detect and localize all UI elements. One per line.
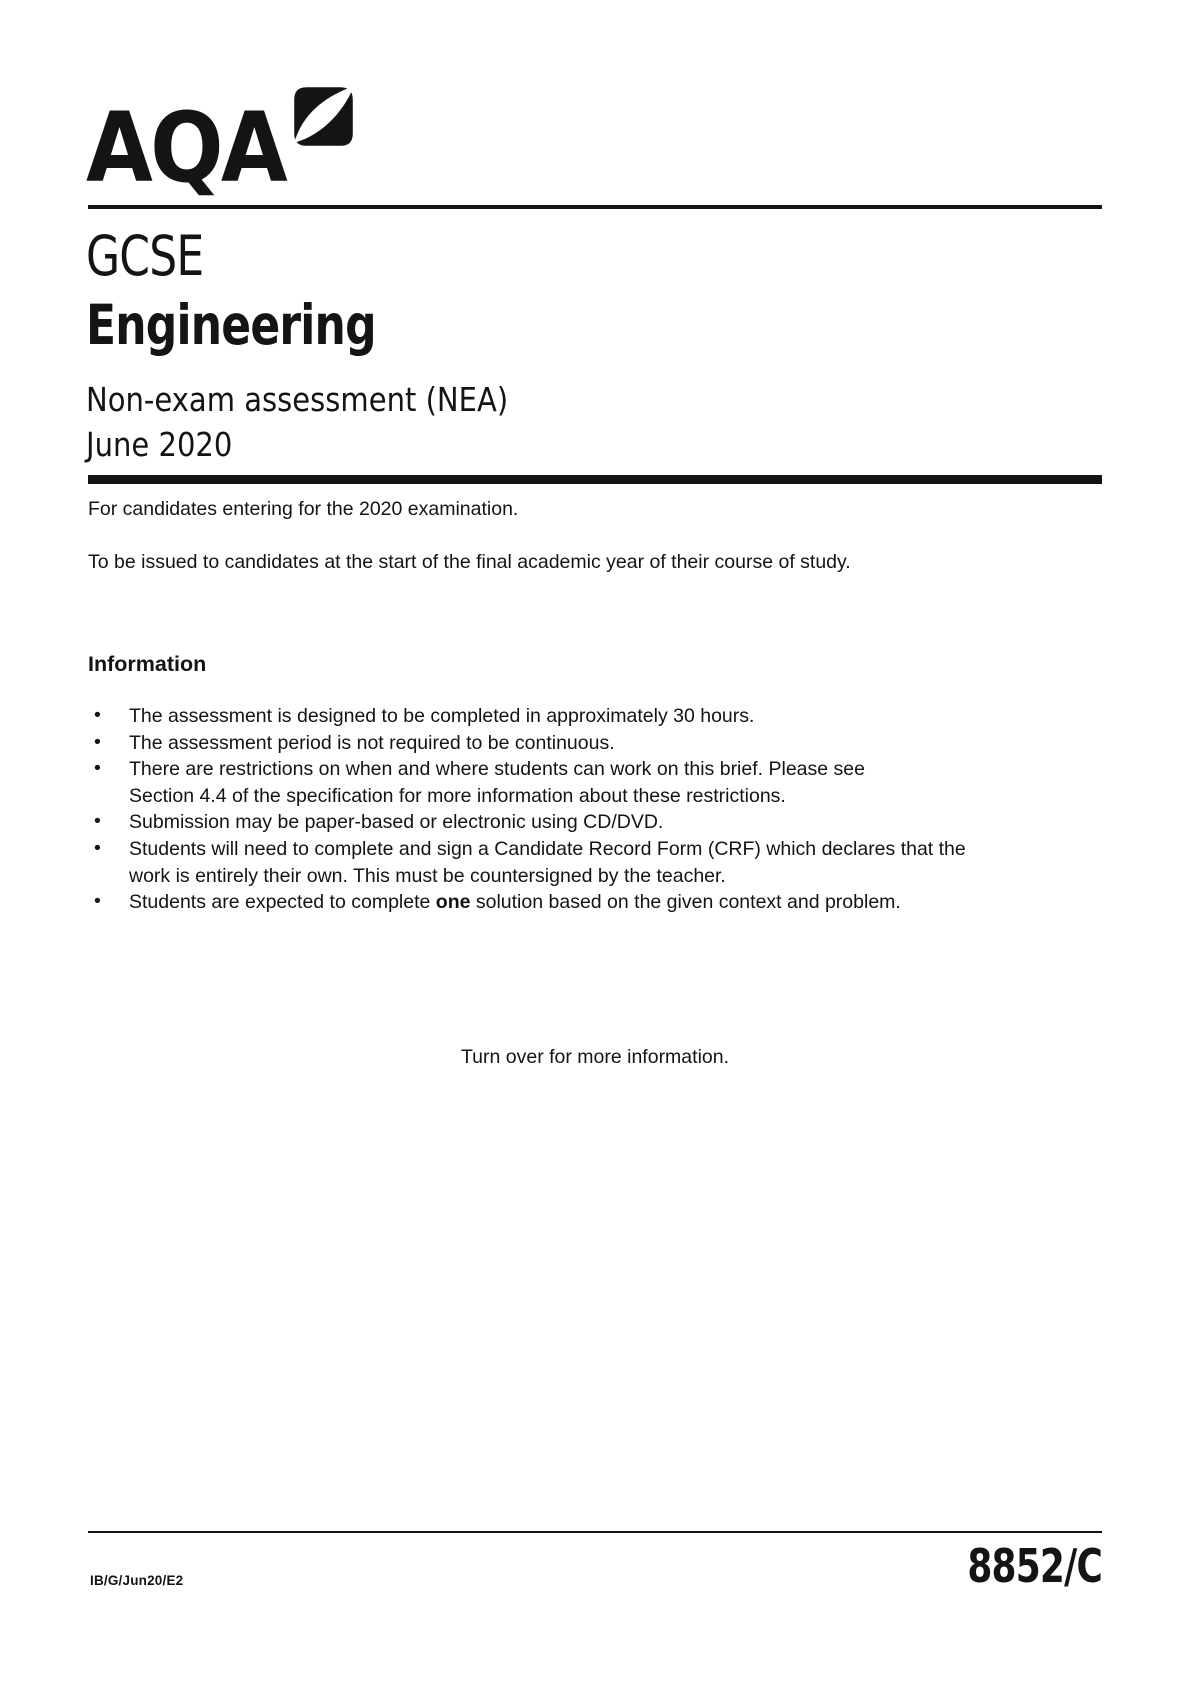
bullet-text: Submission may be paper-based or electronic using CD/DVD.: [129, 811, 664, 834]
paper-code: 8852/C: [967, 1539, 1102, 1593]
bullet-continuation-line: [88, 783, 1088, 810]
bullet-text: work is entirely their own. This must be countersigned by the teacher.: [129, 864, 726, 887]
subject-title: Engineering: [86, 293, 376, 357]
bullet-icon: •: [94, 730, 101, 753]
bullet-item-crf: [88, 836, 1088, 863]
candidates-note: For candidates entering for the 2020 examination.: [88, 498, 519, 520]
bullet-item-submission: [88, 809, 1088, 836]
bullet-text: The assessment is designed to be completed in approximately 30 hours.: [129, 705, 755, 727]
bullet-icon: •: [94, 757, 101, 780]
bullet-text-emphasis: one: [435, 891, 471, 914]
information-list: [88, 703, 1088, 916]
bullet-icon: •: [94, 810, 101, 833]
bullet-icon: •: [94, 890, 101, 913]
turn-over-note: Turn over for more information.: [460, 1046, 730, 1068]
footer-rule: [88, 1531, 1102, 1533]
issue-note: To be issued to candidates at the start of the final academic year of their course of study.: [88, 551, 851, 573]
bullet-item-one-solution: [88, 889, 1088, 916]
exam-session-subtitle: June 2020: [86, 425, 233, 464]
title-divider-rule: [88, 475, 1102, 484]
bullet-item-restrictions: [88, 756, 1088, 783]
assessment-type-subtitle: Non-exam assessment (NEA): [86, 380, 509, 419]
bullet-text-prefix: Students are expected to complete: [129, 891, 436, 914]
bullet-icon: •: [94, 704, 101, 726]
bullet-text: There are restrictions on when and where students can work on this brief. Please see: [129, 758, 865, 781]
aqa-logo-text: AQA: [86, 92, 286, 204]
bullet-continuation-line: [88, 863, 1088, 890]
aqa-leaf-icon: [293, 86, 354, 147]
bullet-item-assessment-hours: [88, 703, 1088, 730]
bullet-icon: •: [94, 836, 101, 859]
bullet-text: The assessment period is not required to be continuous.: [129, 731, 615, 754]
bullet-text-suffix: solution based on the given context and problem.: [470, 891, 901, 914]
footer-reference-code: IB/G/Jun20/E2: [90, 1573, 184, 1588]
header-rule: [88, 205, 1102, 209]
qualification-title: GCSE: [86, 224, 204, 288]
bullet-text: Students will need to complete and sign a Candidate Record Form (CRF) which declares that the: [129, 837, 966, 860]
bullet-item-assessment-period: [88, 730, 1088, 757]
bullet-text: Section 4.4 of the specification for more information about these restrictions.: [129, 784, 786, 807]
information-heading: Information: [88, 652, 207, 676]
